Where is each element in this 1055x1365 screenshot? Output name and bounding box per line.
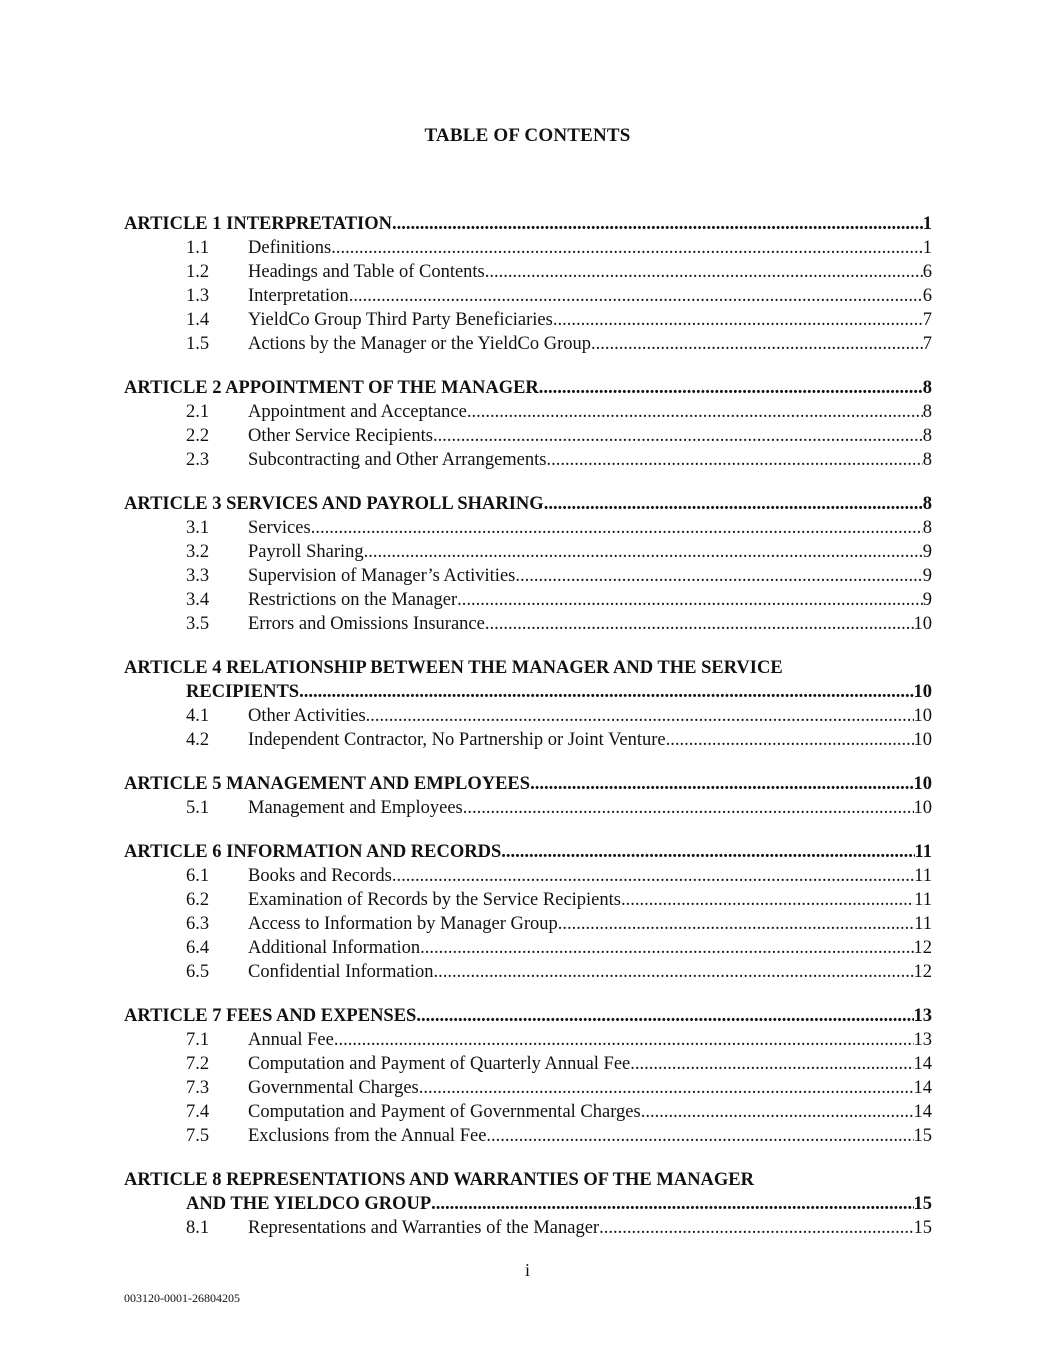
dot-leader xyxy=(641,1100,914,1124)
toc-section-number: 7.3 xyxy=(186,1078,210,1098)
toc-page-number: 10 xyxy=(913,730,932,750)
toc-article xyxy=(124,212,932,356)
toc-section-entry[interactable] xyxy=(124,1100,932,1124)
toc-page-number: 14 xyxy=(913,1078,932,1098)
toc-section-number: 6.2 xyxy=(186,890,210,910)
toc-section-entry[interactable] xyxy=(124,936,932,960)
toc-article xyxy=(124,840,932,984)
page-number: i xyxy=(524,1260,530,1280)
dot-leader xyxy=(419,1076,914,1100)
toc-section-number: 3.4 xyxy=(186,590,210,610)
toc-section-entry[interactable] xyxy=(124,540,932,564)
toc-section-title: Examination of Records by the Service Recipients xyxy=(248,890,621,910)
toc-section-title: Payroll Sharing xyxy=(248,542,364,562)
toc-section-number: 7.4 xyxy=(186,1102,210,1122)
dot-leader xyxy=(463,796,914,820)
toc-section-number: 6.1 xyxy=(186,866,210,886)
toc-section-number: 1.3 xyxy=(186,286,210,306)
toc-section-number: 1.2 xyxy=(186,262,210,282)
toc-page-number: 6 xyxy=(922,262,932,282)
toc-section-title: YieldCo Group Third Party Beneficiaries xyxy=(248,310,553,330)
toc-article xyxy=(124,376,932,472)
dot-leader xyxy=(501,840,914,864)
toc-article xyxy=(124,772,932,820)
toc-page-number: 10 xyxy=(913,614,932,634)
toc-page-number: 15 xyxy=(913,1126,932,1146)
dot-leader xyxy=(630,1052,913,1076)
toc-article-title: ARTICLE 5 MANAGEMENT AND EMPLOYEES xyxy=(124,774,531,794)
toc-article-title: AND THE YIELDCO GROUP xyxy=(186,1194,432,1214)
toc-section-entry[interactable] xyxy=(124,424,932,448)
dot-leader xyxy=(431,1192,913,1216)
toc-page-number: 11 xyxy=(914,914,932,934)
dot-leader xyxy=(515,564,922,588)
toc-page-number: 9 xyxy=(922,566,932,586)
toc-page-number: 13 xyxy=(913,1006,932,1026)
dot-leader xyxy=(558,912,914,936)
toc-page-number: 8 xyxy=(922,402,932,422)
toc-article-heading[interactable] xyxy=(124,1168,932,1192)
toc-section-title: Computation and Payment of Governmental Charges xyxy=(248,1102,641,1122)
toc-page-number: 10 xyxy=(913,798,932,818)
dot-leader xyxy=(530,772,913,796)
toc-article-heading[interactable] xyxy=(124,840,932,864)
toc-section-title: Errors and Omissions Insurance xyxy=(248,614,485,634)
toc-article-title: ARTICLE 7 FEES AND EXPENSES xyxy=(124,1006,417,1026)
dot-leader xyxy=(485,260,923,284)
dot-leader xyxy=(416,1004,913,1028)
toc-page-number: 10 xyxy=(913,774,932,794)
toc-article-title: ARTICLE 8 REPRESENTATIONS AND WARRANTIES OF THE MANAGER xyxy=(124,1170,755,1190)
dot-leader xyxy=(433,424,923,448)
toc-page-number: 15 xyxy=(913,1218,932,1238)
toc-section-title: Representations and Warranties of the Manager xyxy=(248,1218,600,1238)
toc-article-title: RECIPIENTS xyxy=(186,682,300,702)
toc-article-title: ARTICLE 1 INTERPRETATION xyxy=(124,214,392,234)
toc-section-title: Actions by the Manager or the YieldCo Group xyxy=(248,334,592,354)
toc-page-number: 8 xyxy=(922,518,932,538)
toc-section-entry[interactable] xyxy=(124,236,932,260)
toc-section-entry[interactable] xyxy=(124,1052,932,1076)
toc-section-title: Services xyxy=(248,518,311,538)
toc-section-number: 1.4 xyxy=(186,310,210,330)
toc-article-heading[interactable] xyxy=(124,1192,932,1216)
dot-leader xyxy=(392,864,914,888)
toc-section-number: 3.5 xyxy=(186,614,210,634)
toc-section-title: Supervision of Manager’s Activities xyxy=(248,566,516,586)
toc-section-entry[interactable] xyxy=(124,796,932,820)
toc-article xyxy=(124,1004,932,1148)
toc-section-entry[interactable] xyxy=(124,284,932,308)
toc-article xyxy=(124,492,932,636)
toc-section-title: Other Service Recipients xyxy=(248,426,433,446)
dot-leader xyxy=(539,376,923,400)
toc-section-title: Appointment and Acceptance xyxy=(248,402,467,422)
toc-article-title: ARTICLE 4 RELATIONSHIP BETWEEN THE MANAGER AND THE SERVICE xyxy=(124,658,783,678)
toc-section-number: 6.5 xyxy=(186,962,210,982)
toc-section-entry[interactable] xyxy=(124,260,932,284)
dot-leader xyxy=(544,492,923,516)
toc-page-number: 11 xyxy=(914,842,932,862)
toc-section-entry[interactable] xyxy=(124,516,932,540)
toc-page-number: 10 xyxy=(913,706,932,726)
toc-section-number: 4.1 xyxy=(186,706,210,726)
toc-article xyxy=(124,1168,932,1240)
toc-article-title: ARTICLE 6 INFORMATION AND RECORDS xyxy=(124,842,502,862)
toc-section-number: 6.3 xyxy=(186,914,210,934)
toc-section-number: 3.3 xyxy=(186,566,210,586)
document-id: 003120-0001-26804205 xyxy=(124,1291,240,1305)
toc-article-heading[interactable] xyxy=(124,772,932,796)
toc-page-number: 9 xyxy=(922,542,932,562)
toc-section-entry[interactable] xyxy=(124,308,932,332)
dot-leader xyxy=(467,400,923,424)
toc-page-number: 9 xyxy=(922,590,932,610)
toc-section-entry[interactable] xyxy=(124,448,932,472)
toc-page-number: 8 xyxy=(922,378,932,398)
toc-section-entry[interactable] xyxy=(124,332,932,356)
toc-page-number: 10 xyxy=(913,682,932,702)
toc-page-number: 8 xyxy=(922,426,932,446)
toc-page-number: 12 xyxy=(913,962,932,982)
toc-section-title: Headings and Table of Contents xyxy=(248,262,485,282)
toc-section-entry[interactable] xyxy=(124,864,932,888)
dot-leader xyxy=(599,1216,913,1240)
toc-section-title: Subcontracting and Other Arrangements xyxy=(248,450,547,470)
toc-article-title: ARTICLE 3 SERVICES AND PAYROLL SHARING xyxy=(124,494,544,514)
toc-section-number: 3.2 xyxy=(186,542,210,562)
dot-leader xyxy=(621,888,914,912)
toc-section-title: Additional Information xyxy=(248,938,421,958)
toc-section-title: Annual Fee xyxy=(248,1030,334,1050)
dot-leader xyxy=(485,612,914,636)
toc-section-number: 7.2 xyxy=(186,1054,210,1074)
toc-article xyxy=(124,656,932,752)
dot-leader xyxy=(486,1124,913,1148)
toc-section-entry[interactable] xyxy=(124,400,932,424)
toc-section-entry[interactable] xyxy=(124,1028,932,1052)
toc-page-number: 14 xyxy=(913,1102,932,1122)
toc-section-title: Definitions xyxy=(248,238,332,258)
toc-section-number: 3.1 xyxy=(186,518,210,538)
dot-leader xyxy=(457,588,923,612)
toc-section-title: Interpretation xyxy=(248,286,349,306)
toc-section-entry[interactable] xyxy=(124,704,932,728)
toc-section-number: 6.4 xyxy=(186,938,210,958)
toc-section-title: Confidential Information xyxy=(248,962,434,982)
toc-section-title: Independent Contractor, No Partnership or Joint Venture xyxy=(248,730,666,750)
toc-section-entry[interactable] xyxy=(124,728,932,752)
toc-title: TABLE OF CONTENTS xyxy=(424,125,631,146)
toc-section-entry[interactable] xyxy=(124,960,932,984)
toc-page-number: 7 xyxy=(922,310,932,330)
dot-leader xyxy=(299,680,913,704)
toc-section-entry[interactable] xyxy=(124,588,932,612)
toc-section-number: 5.1 xyxy=(186,798,210,818)
toc-section-title: Access to Information by Manager Group xyxy=(248,914,558,934)
toc-page-number: 6 xyxy=(922,286,932,306)
dot-leader xyxy=(331,236,923,260)
dot-leader xyxy=(420,936,913,960)
toc-section-title: Management and Employees xyxy=(248,798,463,818)
toc-page-number: 12 xyxy=(913,938,932,958)
toc-page-number: 1 xyxy=(922,214,932,234)
toc-section-number: 8.1 xyxy=(186,1218,210,1238)
toc-page-number: 7 xyxy=(922,334,932,354)
toc-section-title: Computation and Payment of Quarterly Annual Fee xyxy=(248,1054,631,1074)
toc-section-title: Books and Records xyxy=(248,866,392,886)
toc-section-entry[interactable] xyxy=(124,564,932,588)
toc-article-heading[interactable] xyxy=(124,376,932,400)
dot-leader xyxy=(591,332,923,356)
dot-leader xyxy=(334,1028,914,1052)
dot-leader xyxy=(311,516,923,540)
dot-leader xyxy=(392,212,923,236)
toc-section-entry[interactable] xyxy=(124,912,932,936)
toc-section-number: 2.1 xyxy=(186,402,210,422)
toc-section-number: 2.3 xyxy=(186,450,210,470)
toc-section-number: 1.1 xyxy=(186,238,210,258)
toc-article-title: ARTICLE 2 APPOINTMENT OF THE MANAGER xyxy=(124,378,539,398)
toc-article-heading[interactable] xyxy=(124,212,932,236)
toc-page-number: 8 xyxy=(922,450,932,470)
table-of-contents xyxy=(124,212,932,1240)
toc-section-title: Governmental Charges xyxy=(248,1078,419,1098)
toc-section-entry[interactable] xyxy=(124,1124,932,1148)
toc-section-entry[interactable] xyxy=(124,1076,932,1100)
dot-leader xyxy=(433,960,913,984)
dot-leader xyxy=(546,448,922,472)
dot-leader xyxy=(666,728,914,752)
dot-leader xyxy=(366,704,914,728)
toc-page-number: 13 xyxy=(913,1030,932,1050)
toc-section-number: 2.2 xyxy=(186,426,210,446)
toc-section-entry[interactable] xyxy=(124,1216,932,1240)
toc-page-number: 11 xyxy=(914,866,932,886)
dot-leader xyxy=(553,308,923,332)
toc-article-heading[interactable] xyxy=(124,680,932,704)
toc-section-number: 4.2 xyxy=(186,730,210,750)
toc-page-number: 14 xyxy=(913,1054,932,1074)
dot-leader xyxy=(349,284,923,308)
toc-page-number: 8 xyxy=(922,494,932,514)
toc-page-number: 1 xyxy=(922,238,932,258)
toc-section-entry[interactable] xyxy=(124,888,932,912)
toc-section-number: 7.5 xyxy=(186,1126,210,1146)
toc-article-heading[interactable] xyxy=(124,492,932,516)
toc-section-entry[interactable] xyxy=(124,612,932,636)
toc-section-number: 7.1 xyxy=(186,1030,210,1050)
toc-section-number: 1.5 xyxy=(186,334,210,354)
toc-page-number: 11 xyxy=(914,890,932,910)
toc-section-title: Other Activities xyxy=(248,706,366,726)
toc-page-number: 15 xyxy=(913,1194,932,1214)
dot-leader xyxy=(364,540,923,564)
toc-article-heading[interactable] xyxy=(124,1004,932,1028)
toc-article-heading[interactable] xyxy=(124,656,932,680)
toc-section-title: Exclusions from the Annual Fee xyxy=(248,1126,487,1146)
toc-section-title: Restrictions on the Manager xyxy=(248,590,458,610)
